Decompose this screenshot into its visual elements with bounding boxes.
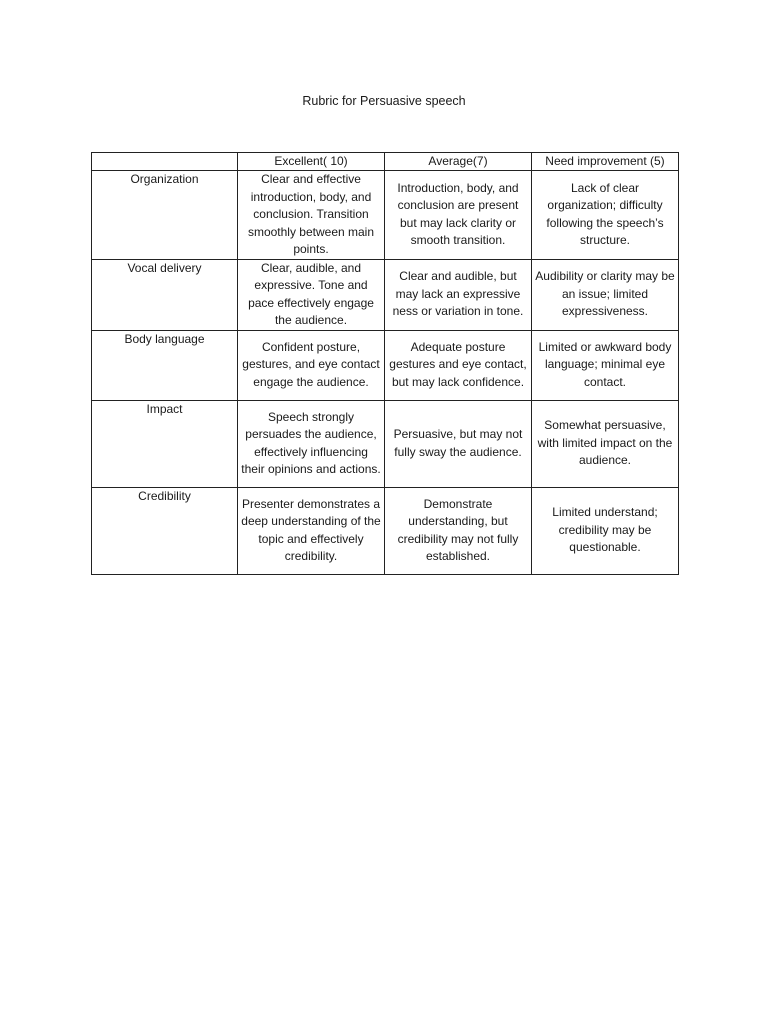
- header-cell-needs-improvement: Need improvement (5): [532, 153, 679, 171]
- needs-improvement-cell: Limited understand; credibility may be questionable.: [532, 487, 679, 574]
- header-cell-average: Average(7): [385, 153, 532, 171]
- excellent-cell: Presenter demonstrates a deep understanding of the topic and effectively credibility.: [238, 487, 385, 574]
- header-row: [92, 153, 679, 171]
- criterion-cell: Credibility: [92, 487, 238, 574]
- excellent-cell: Clear and effective introduction, body, and conclusion. Transition smoothly between main points.: [238, 171, 385, 260]
- table-row: [92, 330, 679, 400]
- average-cell: Clear and audible, but may lack an expressive ness or variation in tone.: [385, 259, 532, 330]
- criterion-cell: Organization: [92, 171, 238, 260]
- excellent-cell: Speech strongly persuades the audience, effectively influencing their opinions and actions.: [238, 400, 385, 487]
- needs-improvement-cell: Limited or awkward body language; minimal eye contact.: [532, 330, 679, 400]
- average-cell: Introduction, body, and conclusion are present but may lack clarity or smooth transition.: [385, 171, 532, 260]
- rubric-table: [91, 152, 679, 575]
- table-row: [92, 400, 679, 487]
- criterion-cell: Vocal delivery: [92, 259, 238, 330]
- excellent-cell: Confident posture, gestures, and eye contact engage the audience.: [238, 330, 385, 400]
- table-row: [92, 487, 679, 574]
- table-row: [92, 171, 679, 260]
- header-cell-criterion: [92, 153, 238, 171]
- document-title: Rubric for Persuasive speech: [302, 94, 466, 108]
- needs-improvement-cell: Audibility or clarity may be an issue; limited expressiveness.: [532, 259, 679, 330]
- needs-improvement-cell: Somewhat persuasive, with limited impact on the audience.: [532, 400, 679, 487]
- average-cell: Persuasive, but may not fully sway the audience.: [385, 400, 532, 487]
- average-cell: Adequate posture gestures and eye contact, but may lack confidence.: [385, 330, 532, 400]
- needs-improvement-cell: Lack of clear organization; difficulty following the speech’s structure.: [532, 171, 679, 260]
- criterion-cell: Impact: [92, 400, 238, 487]
- average-cell: Demonstrate understanding, but credibility may not fully established.: [385, 487, 532, 574]
- criterion-cell: Body language: [92, 330, 238, 400]
- table-row: [92, 259, 679, 330]
- header-cell-excellent: Excellent( 10): [238, 153, 385, 171]
- excellent-cell: Clear, audible, and expressive. Tone and pace effectively engage the audience.: [238, 259, 385, 330]
